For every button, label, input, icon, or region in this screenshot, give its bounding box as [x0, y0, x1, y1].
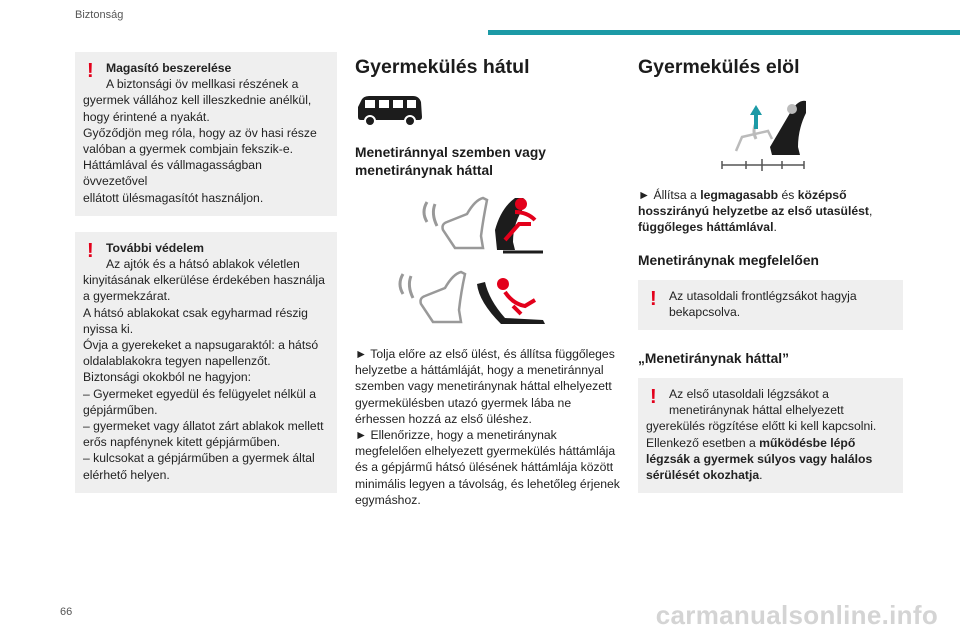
text-line: valóban a gyermek combjain fekszik-e.	[83, 142, 293, 157]
instr-bold: függőleges háttámlával	[638, 220, 774, 235]
instr-text: ,	[868, 204, 873, 219]
text-line: gyermekülésben utazó gyermek lába ne	[355, 395, 572, 410]
warning-box-rear-facing	[638, 378, 903, 493]
section-heading-rear: Gyermekülés hátul	[355, 56, 530, 78]
text-line: erős napfénynek kitett gépjárműben.	[83, 435, 281, 450]
text-span: .	[759, 468, 763, 483]
text-line: – kulcsokat a gépjárműben a gyermek által	[83, 451, 315, 466]
text-line: helyzetbe a háttámláját, hogy a menetiránnyal	[355, 363, 604, 378]
text-bold: légzsák a gyermek súlyos vagy halálos	[646, 451, 873, 466]
middle-column	[355, 52, 620, 508]
text-line: gyermek vállához kell illeszkednie anélkül,	[83, 93, 312, 108]
text-line: nyissa ki.	[83, 321, 134, 336]
warning-box-protection	[75, 232, 337, 493]
text-line: A biztonsági öv mellkasi részének a	[106, 77, 299, 92]
text-line: hogy érintené a nyakát.	[83, 109, 210, 124]
text-line: bekapcsolva.	[669, 304, 741, 319]
header-section: Biztonság	[75, 9, 124, 21]
text-line: Biztonsági okokból ne hagyjon:	[83, 370, 252, 385]
text-line: ellátott ülésmagasítót használjon.	[83, 190, 264, 205]
subheading-rear-seat	[355, 144, 620, 180]
text-line: a gyermekzárat.	[83, 289, 171, 304]
text-bold: sérülését okozhatja	[646, 468, 760, 483]
text-line: és a gépjármű hátsó ülésének háttámlája között	[355, 460, 614, 475]
text-line: megfelelően elhelyezett gyermekülés háttámlája	[355, 444, 616, 459]
exclamation-icon: !	[87, 239, 94, 262]
text-line: ► Ellenőrizze, hogy a menetiránynak	[355, 428, 557, 443]
text-line: elérhető helyen.	[83, 467, 170, 482]
section-heading-front: Gyermekülés elöl	[638, 56, 800, 78]
subheading-rear-facing: „Menetiránynak háttal”	[638, 351, 790, 367]
right-column	[638, 52, 903, 509]
seat-rear-facing-icon	[355, 262, 620, 332]
instr-text: és	[778, 188, 798, 202]
exclamation-icon: !	[87, 60, 94, 82]
warning-box-forward	[638, 280, 903, 330]
text-line: érhessen hozzá az első üléshez.	[355, 411, 532, 426]
text-line: A hátsó ablakokat csak egyharmad részig	[83, 305, 308, 320]
page-number: 66	[60, 606, 73, 618]
text-line: egymáshoz.	[355, 492, 421, 507]
text-bold: működésbe lépő	[759, 435, 856, 450]
instr-text: ► Állítsa a	[638, 188, 701, 202]
warning-box-booster	[75, 52, 337, 216]
text-line: oldalablakokra tegyen napellenzőt.	[83, 354, 271, 369]
subheading-line: menetiránynak háttal	[355, 163, 494, 178]
text-line: szemben vagy menetiránynak háttal elhelyezett	[355, 379, 612, 394]
exclamation-icon: !	[650, 287, 657, 310]
instr-text: .	[773, 220, 777, 235]
instr-bold: hosszirányú helyzetbe az első utasülést	[638, 204, 869, 219]
text-line	[646, 451, 895, 467]
exclamation-icon: !	[650, 386, 657, 409]
text-line: menetiránynak háttal elhelyezett	[669, 403, 844, 418]
text-line: gyerekülés rögzítése előtt ki kell kapcsolni.	[646, 419, 877, 434]
van-icon	[355, 93, 620, 134]
instruction-para	[638, 187, 903, 236]
instr-bold: legmagasabb	[700, 188, 779, 202]
text-line: – gyermeket vagy állatot zárt ablakok mellett	[83, 419, 324, 434]
instr-bold: középső	[797, 188, 847, 202]
text-line: – Gyermeket egyedül és felügyelet nélkül a	[83, 386, 317, 401]
text-line: Az utasoldali frontlégzsákot hagyja	[669, 288, 857, 303]
text-line: Óvja a gyerekeket a napsugaraktól: a hátsó	[83, 338, 319, 353]
seat-adjust-icon	[638, 91, 903, 173]
warning-title: Magasító beszerelése	[106, 61, 232, 75]
text-line	[646, 467, 895, 483]
seat-forward-facing-icon	[355, 190, 620, 260]
text-line: kinyitásának elkerülése érdekében használja	[83, 273, 325, 288]
text-line: Az ajtók és a hátsó ablakok véletlen	[106, 257, 300, 272]
left-column	[75, 52, 337, 509]
text-line: minimális legyen a távolság, és lehetőleg érjenek	[355, 476, 620, 491]
text-line: Háttámlával és vállmagasságban övvezetővel	[83, 158, 262, 189]
subheading-line: Menetiránnyal szemben vagy	[355, 145, 546, 160]
text-line: Győződjön meg róla, hogy az öv hasi része	[83, 125, 317, 140]
text-span: Ellenkező esetben a	[646, 435, 760, 450]
text-line: Az első utasoldali légzsákot a	[669, 387, 829, 402]
text-line: gépjárműben.	[83, 402, 158, 417]
text-line: ► Tolja előre az első ülést, és állítsa függőleges	[355, 347, 615, 361]
watermark: carmanualsonline.info	[655, 600, 938, 630]
warning-title: További védelem	[106, 240, 204, 255]
header-accent-bar	[488, 30, 960, 35]
text-line	[646, 435, 895, 451]
subheading-forward: Menetiránynak megfelelően	[638, 252, 819, 268]
